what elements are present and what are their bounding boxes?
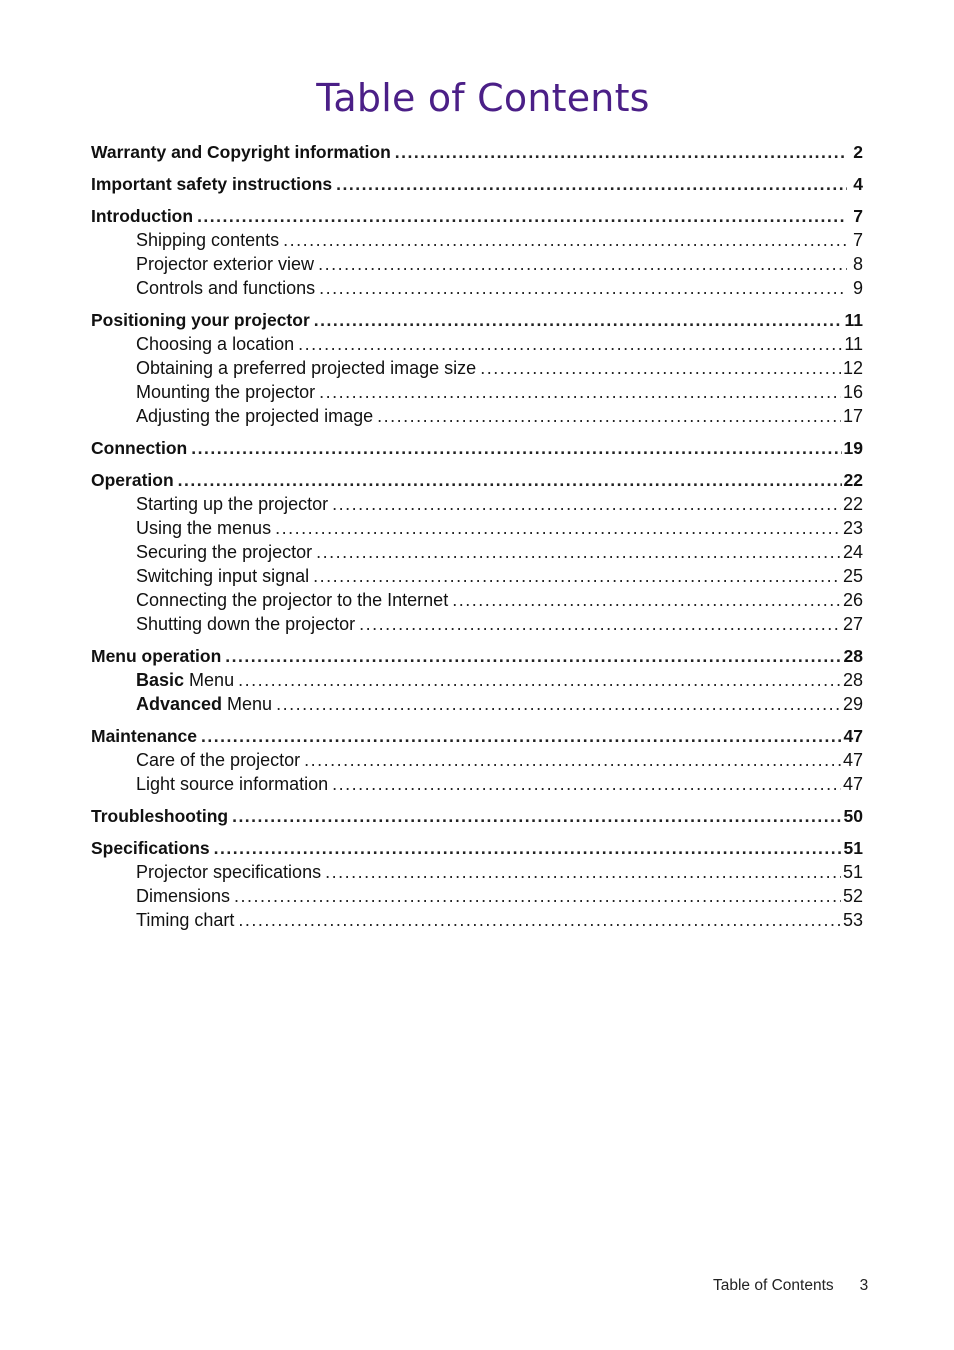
dot-leader: [316, 540, 841, 564]
toc-entry-label: Light source information: [136, 774, 329, 794]
toc-entry-label: Warranty and Copyright information: [91, 142, 391, 162]
toc-entry-page: 28: [842, 670, 863, 690]
dot-leader: [201, 724, 842, 748]
toc-subentry-using-menus[interactable]: [91, 516, 863, 540]
toc-entry-page: 47: [842, 750, 863, 770]
toc-subentry-exterior-view[interactable]: [91, 252, 863, 276]
dot-leader: [319, 276, 847, 300]
toc-entry-label: Starting up the projector: [136, 494, 329, 514]
toc-subentry-shipping-contents[interactable]: [91, 228, 863, 252]
dot-leader: [313, 564, 841, 588]
toc-entry-introduction[interactable]: [91, 204, 863, 228]
toc-entry-safety[interactable]: [91, 172, 863, 196]
dot-leader: [275, 516, 841, 540]
toc-entry-label: Important safety instructions: [91, 174, 333, 194]
dot-leader: [197, 204, 847, 228]
dot-leader: [359, 612, 841, 636]
toc-subentry-mounting[interactable]: [91, 380, 863, 404]
toc-entry-page: 22: [843, 470, 863, 490]
toc-entry-page: 47: [842, 774, 863, 794]
dot-leader: [318, 252, 847, 276]
toc-subentry-securing[interactable]: [91, 540, 863, 564]
toc-subentry-adjusting[interactable]: [91, 404, 863, 428]
toc-entry-page: 17: [842, 406, 863, 426]
dot-leader: [332, 772, 841, 796]
toc-entry-page: 51: [843, 838, 863, 858]
toc-entry-page: 50: [843, 806, 863, 826]
toc-entry-page: 26: [842, 590, 863, 610]
toc-entry-page: 53: [842, 910, 863, 930]
toc-entry-page: 7: [853, 206, 863, 226]
page-title: Table of Contents: [316, 76, 650, 120]
toc-entry-positioning[interactable]: [91, 308, 863, 332]
toc-entry-warranty[interactable]: [91, 140, 863, 164]
dot-leader: [238, 668, 841, 692]
toc-entry-label: Menu operation: [91, 646, 222, 666]
toc-entry-page: 52: [842, 886, 863, 906]
toc-entry-page: 29: [842, 694, 863, 714]
toc-entry-maintenance[interactable]: [91, 724, 863, 748]
dot-leader: [395, 140, 847, 164]
toc-entry-label: [136, 668, 238, 692]
toc-entry-page: 27: [842, 614, 863, 634]
toc-subentry-dimensions[interactable]: [91, 884, 863, 908]
toc-entry-label: Connection: [91, 438, 188, 458]
toc-entry-page: 25: [842, 566, 863, 586]
toc-entry-page: 11: [844, 334, 863, 354]
toc-entry-label: Switching input signal: [136, 566, 310, 586]
toc-subentry-projector-specs[interactable]: [91, 860, 863, 884]
toc-entry-label-bold: Advanced: [136, 694, 223, 714]
toc-entry-label-bold: Basic: [136, 670, 185, 690]
toc-entry-page: 22: [842, 494, 863, 514]
toc-subentry-location[interactable]: [91, 332, 863, 356]
toc-subentry-basic-menu[interactable]: [91, 668, 863, 692]
toc-entry-page: 47: [843, 726, 863, 746]
footer-section-title: Table of Contents: [713, 1277, 834, 1294]
toc-entry-label: Shipping contents: [136, 230, 280, 250]
dot-leader: [238, 908, 841, 932]
toc-subentry-internet[interactable]: [91, 588, 863, 612]
toc-entry-page: 9: [852, 278, 863, 298]
toc-entry-label-rest: Menu: [184, 670, 235, 690]
toc-entry-page: 7: [852, 230, 863, 250]
toc-entry-label: Operation: [91, 470, 174, 490]
toc-entry-page: 12: [842, 358, 863, 378]
toc-entry-label-rest: Menu: [222, 694, 273, 714]
toc-entry-page: 4: [853, 174, 863, 194]
toc-entry-label: Specifications: [91, 838, 210, 858]
toc-entry-label: Dimensions: [136, 886, 231, 906]
dot-leader: [283, 228, 847, 252]
toc-entry-label: Projector exterior view: [136, 254, 315, 274]
dot-leader: [377, 404, 841, 428]
toc-entry-page: 8: [852, 254, 863, 274]
toc-entry-label: Projector specifications: [136, 862, 322, 882]
toc-entry-label: Controls and functions: [136, 278, 316, 298]
dot-leader: [314, 308, 843, 332]
footer-page-number: 3: [859, 1277, 869, 1294]
toc-entry-specifications[interactable]: [91, 836, 863, 860]
toc-entry-label: Positioning your projector: [91, 310, 310, 330]
dot-leader: [304, 748, 841, 772]
toc-entry-label: Securing the projector: [136, 542, 313, 562]
toc-entry-label: Mounting the projector: [136, 382, 316, 402]
toc-entry-label: Choosing a location: [136, 334, 295, 354]
toc-subentry-shutting-down[interactable]: [91, 612, 863, 636]
toc-subentry-care[interactable]: [91, 748, 863, 772]
dot-leader: [325, 860, 841, 884]
toc-subentry-advanced-menu[interactable]: [91, 692, 863, 716]
toc-entry-page: 28: [843, 646, 863, 666]
dot-leader: [214, 836, 842, 860]
toc-entry-label: Using the menus: [136, 518, 272, 538]
toc-entry-page: 16: [842, 382, 863, 402]
toc-subentry-timing-chart[interactable]: [91, 908, 863, 932]
dot-leader: [191, 436, 841, 460]
toc-subentry-image-size[interactable]: [91, 356, 863, 380]
toc-entry-label: Introduction: [91, 206, 194, 226]
toc-entry-page: 19: [843, 438, 863, 458]
toc-subentry-controls[interactable]: [91, 276, 863, 300]
dot-leader: [332, 492, 841, 516]
toc-entry-page: 24: [842, 542, 863, 562]
toc-entry-page: 11: [844, 310, 863, 330]
dot-leader: [234, 884, 841, 908]
toc-entry-label: Timing chart: [136, 910, 235, 930]
toc-entry-connection[interactable]: [91, 436, 863, 460]
dot-leader: [225, 644, 841, 668]
dot-leader: [276, 692, 841, 716]
toc-entry-label: [136, 692, 276, 716]
dot-leader: [232, 804, 841, 828]
toc-subentry-light-source[interactable]: [91, 772, 863, 796]
dot-leader: [336, 172, 847, 196]
toc-entry-menu-operation[interactable]: [91, 644, 863, 668]
toc-entry-page: 23: [842, 518, 863, 538]
toc-entry-label: Adjusting the projected image: [136, 406, 374, 426]
toc-entry-troubleshooting[interactable]: [91, 804, 863, 828]
page-footer: [713, 1277, 868, 1295]
dot-leader: [319, 380, 841, 404]
toc-subentry-input-signal[interactable]: [91, 564, 863, 588]
toc-entry-operation[interactable]: [91, 468, 863, 492]
dot-leader: [298, 332, 842, 356]
toc-entry-label: Shutting down the projector: [136, 614, 356, 634]
table-of-contents: [91, 140, 863, 932]
dot-leader: [178, 468, 842, 492]
dot-leader: [452, 588, 841, 612]
toc-entry-page: 51: [842, 862, 863, 882]
toc-entry-label: Troubleshooting: [91, 806, 229, 826]
toc-subentry-starting-up[interactable]: [91, 492, 863, 516]
toc-entry-label: Obtaining a preferred projected image size: [136, 358, 477, 378]
dot-leader: [480, 356, 841, 380]
toc-entry-label: Care of the projector: [136, 750, 301, 770]
toc-entry-page: 2: [853, 142, 863, 162]
toc-entry-label: Connecting the projector to the Internet: [136, 590, 449, 610]
toc-entry-label: Maintenance: [91, 726, 197, 746]
